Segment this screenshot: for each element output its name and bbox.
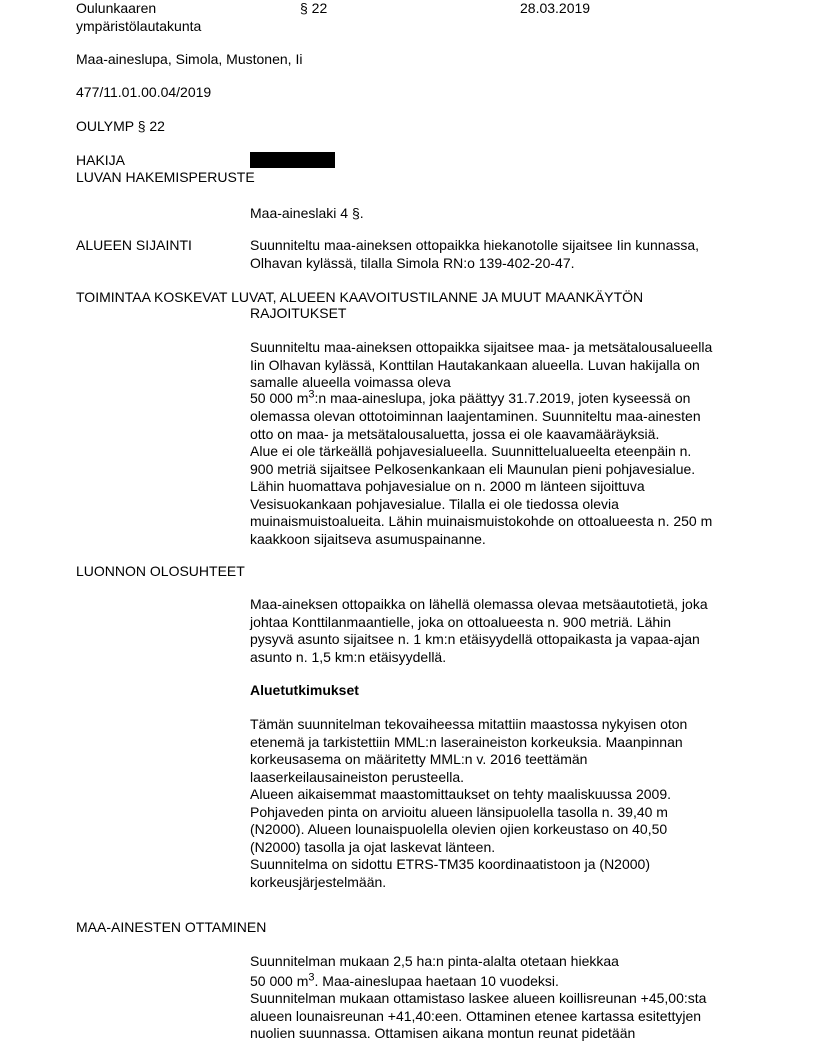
header-date: 28.03.2019 xyxy=(520,0,591,16)
extraction-line1: Suunnitelman mukaan 2,5 ha:n pinta-alalta otetaan hiekkaa xyxy=(250,953,619,969)
permits-volume-line xyxy=(250,390,690,408)
volume-unit-exponent: 3 xyxy=(308,388,315,401)
permits-text-a: Suunniteltu maa-aineksen ottopaikka sijaitsee maa- ja metsätalousalueella Iin Olhavan kylässä, Konttilan Hautakankaan alueella. Luvan hakijalla on samalle alueella voimassa oleva xyxy=(250,339,713,390)
survey-heading: Aluetutkimukset xyxy=(250,682,359,698)
applicant-label: HAKIJA xyxy=(76,152,126,168)
extraction-unit-exponent: 3 xyxy=(308,971,315,984)
extraction-label: MAA-AINESTEN OTTAMINEN xyxy=(76,919,267,935)
permits-label-cont: RAJOITUKSET xyxy=(250,305,347,321)
location-text: Suunniteltu maa-aineksen ottopaikka hiekanotolle sijaitsee Iin kunnassa, Olhavan kylässä, tilalla Simola RN:o 139-402-20-47. xyxy=(250,237,700,271)
extraction-volume-line xyxy=(250,973,559,991)
extraction-duration: . Maa-aineslupaa haetaan 10 vuodeksi. xyxy=(314,973,559,989)
basis-text: Maa-aineslaki 4 §. xyxy=(250,205,364,221)
case-number: 477/11.01.00.04/2019 xyxy=(76,84,212,100)
survey-text: Tämän suunnitelman tekovaiheessa mitattiin maastossa nykyisen oton etenemä ja tarkistettiin MML:n laseraineiston korkeuksia. Maanpinnan korkeusasema on määritetty MML:n v. 2016 teettämän laaserkeilausaineiston perusteella. Alueen aikaisemmat maastomittaukset on tehty maaliskuussa 2009. Pohjaveden pinta on arvioitu alueen länsipuolella tasolla n. 39,40 m (N2000). Alueen lounaispuolella olevien ojien korkeustaso on 40,50 (N2000) tasolla ja ojat laskevat länteen. Suunnitelma on sidottu ETRS-TM35 koordinaatistoon ja (N2000) korkeusjärjestelmään. xyxy=(250,716,688,890)
location-label: ALUEEN SIJAINTI xyxy=(76,237,192,253)
permits-text-b: olemassa olevan ottotoiminnan laajentaminen. Suunniteltu maa-ainesten otto on maa- ja metsätalousaluetta, jossa ei ole kaavamääräyksiä. Alue ei ole tärkeällä pohjavesialueella. Suunnittelualueelta eteenpäin n. 900 metriä sijaitsee Pelkosenkankaan eli Maunulan pieni pohjavesialue. Lähin huomattava pohjavesialue on n. 2000 m länteen sijoittuva Vesisuokankaan pohjavesialue. Tilalla ei ole tiedossa olevia muinaismuistoalueita. Lähin muinaismuistokohde on ottoalueesta n. 250 m kaakkoon sijaitseva asumuspainanne. xyxy=(250,408,713,547)
basis-label: LUVAN HAKEMISPERUSTE xyxy=(76,169,255,185)
nature-text: Maa-aineksen ottopaikka on lähellä olemassa olevaa metsäautotietä, joka johtaa Konttilanmaantielle, joka on ottoalueesta n. 900 metriä. Lähin pysyvä asunto sijaitsee n. 1 km:n etäisyydellä ottopaikasta ja vapaa-ajan asunto n. 1,5 km:n etäisyydellä. xyxy=(250,596,708,665)
extraction-text: Suunnitelman mukaan ottamistaso laskee alueen koillisreunan +45,00:sta alueen lounaisreunan +41,40:een. Ottaminen etenee kartassa esitettyjen nuolien suunnassa. Ottamisen aikana montun reunat pidetään xyxy=(250,990,707,1041)
header-organization: Oulunkaaren ympäristölautakunta xyxy=(76,0,202,34)
header-section: § 22 xyxy=(300,0,328,16)
permits-label: TOIMINTAA KOSKEVAT LUVAT, ALUEEN KAAVOITUSTILANNE JA MUUT MAANKÄYTÖN xyxy=(76,289,644,305)
volume-amount: 50 000 m xyxy=(250,390,309,406)
reference: OULYMP § 22 xyxy=(76,118,165,134)
nature-label: LUONNON OLOSUHTEET xyxy=(76,563,245,579)
document-subject: Maa-aineslupa, Simola, Mustonen, Ii xyxy=(76,51,303,67)
extraction-amount: 50 000 m xyxy=(250,973,309,989)
volume-rest: :n maa-aineslupa, joka päättyy 31.7.2019, joten kyseessä on xyxy=(314,390,691,406)
redacted-applicant-name xyxy=(250,152,335,168)
